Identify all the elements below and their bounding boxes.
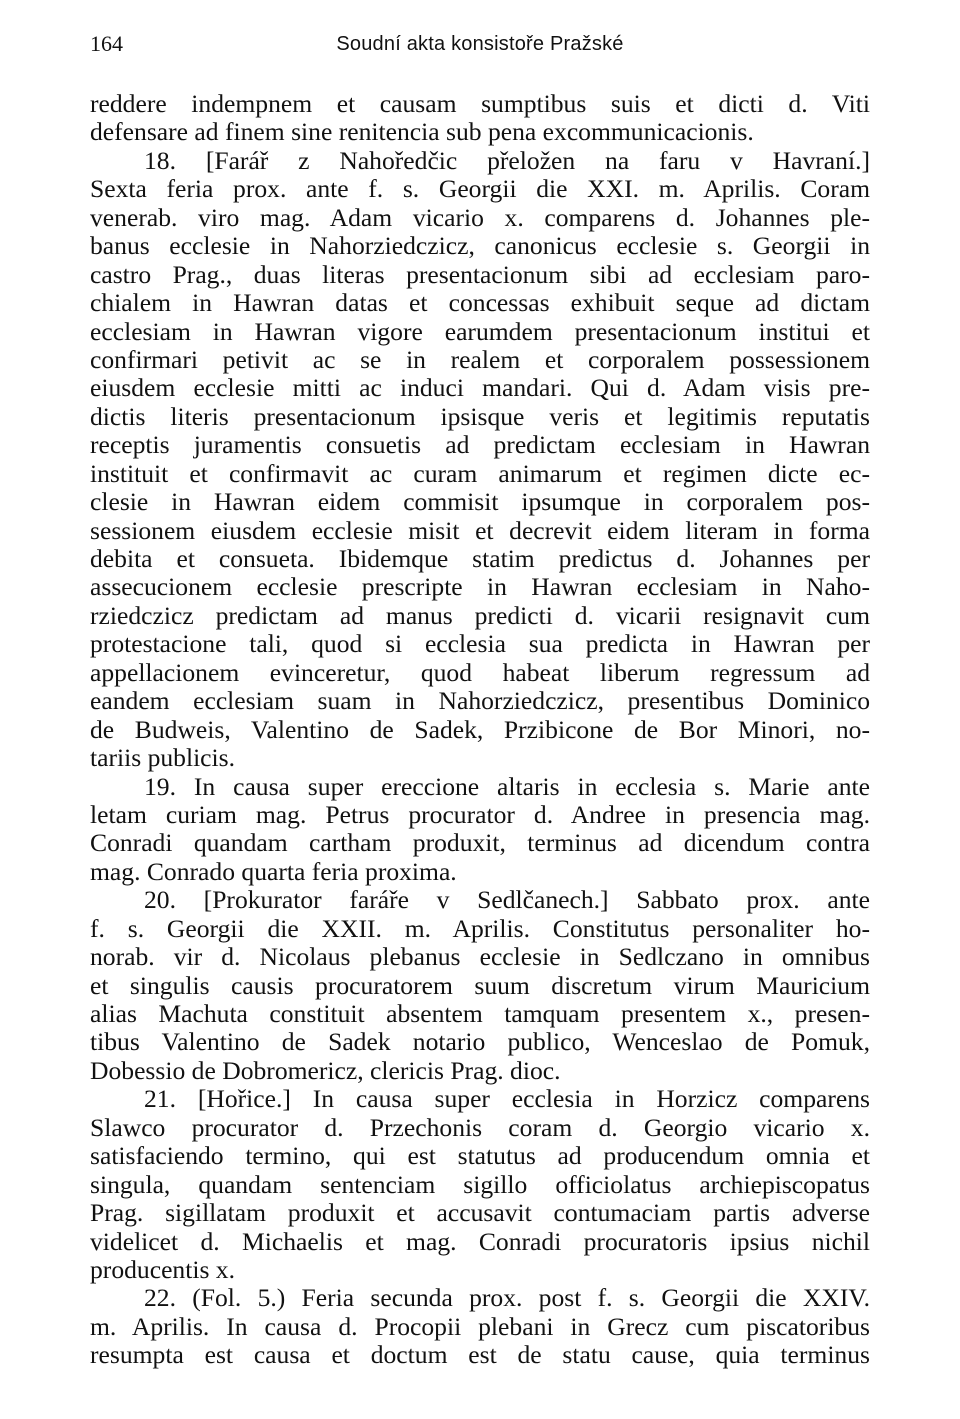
text-line: norab. vir d. Nicolaus plebanus ecclesie in Sedlczano in omnibus (90, 943, 870, 972)
text-line: videlicet d. Michaelis et mag. Conradi procuratoris ipsius nichil (90, 1227, 870, 1256)
text-line: Slawco procurator d. Przechonis coram d. Georgio vicario x. (90, 1113, 870, 1142)
text-line: eandem ecclesiam suam in Nahorziedczicz, presentibus Dominico (90, 687, 870, 716)
text-line: Prag. sigillatam produxit et accusavit contumaciam partis adverse (90, 1199, 870, 1228)
text-line: Sexta feria prox. ante f. s. Georgii die XXI. m. Aprilis. Coram (90, 175, 870, 204)
text-line: tibus Valentino de Sadek notario publico, Wenceslao de Pomuk, (90, 1028, 870, 1057)
running-title: Soudní akta konsistoře Pražské (336, 33, 624, 55)
text-line: debita et consueta. Ibidemque statim predictus d. Johannes per (90, 545, 870, 573)
text-line: 18. [Farář z Nahoředčic přeložen na faru v Havraní.] (144, 146, 870, 175)
text-line: 22. (Fol. 5.) Feria secunda prox. post f. s. Georgii die XXIV. (144, 1284, 870, 1313)
text-line: singula, quandam sentenciam sigillo officiolatus archiepiscopatus (90, 1170, 870, 1199)
body-text (90, 90, 870, 1370)
text-line: ecclesiam in Hawran vigore earumdem presentacionum institui et (90, 317, 870, 346)
text-line: mag. Conrado quarta feria proxima. (90, 857, 457, 886)
text-line: defensare ad finem sine renitencia sub pena excommunicacionis. (90, 118, 754, 147)
text-line: 19. In causa super ereccione altaris in ecclesia s. Marie ante (144, 772, 870, 801)
text-line: protestacione tali, quod si ecclesia sua predicta in Hawran per (90, 630, 870, 659)
text-line: receptis juramentis consuetis ad predictam ecclesiam in Hawran (90, 431, 870, 460)
text-line: producentis x. (90, 1255, 236, 1284)
text-line: de Budweis, Valentino de Sadek, Przibicone de Bor Minori, no- (90, 715, 870, 744)
running-head (90, 30, 870, 58)
text-line: Conradi quandam cartham produxit, terminus ad dicendum contra (90, 829, 870, 858)
text-line: tariis publicis. (90, 744, 236, 773)
text-line: rziedczicz predictam ad manus predicti d. vicarii resignavit cum (90, 601, 870, 630)
text-line: Dobessio de Dobromericz, clericis Prag. dioc. (90, 1056, 561, 1085)
text-line: alias Machuta constituit absentem tamquam presentem x., presen- (90, 1000, 870, 1028)
text-line: instituit et confirmavit ac curam animarum et regimen dicte ec- (90, 459, 870, 488)
text-line: m. Aprilis. In causa d. Procopii plebani in Grecz cum piscatoribus (90, 1312, 870, 1341)
text-line: confirmari petivit ac se in realem et corporalem possessionem (90, 345, 870, 374)
text-line: appellacionem evinceretur, quod habeat liberum regressum ad (90, 658, 870, 687)
text-line: sessionem eiusdem ecclesie misit et decrevit eidem literam in forma (90, 516, 870, 545)
text-line: satisfaciendo termino, qui est statutus ad producendum omnia et (90, 1142, 870, 1171)
page-number: 164 (90, 31, 123, 56)
text-line: resumpta est causa et doctum est de statu cause, quia terminus (90, 1341, 870, 1370)
text-line: assecucionem ecclesie prescripte in Hawran ecclesiam in Naho- (90, 573, 870, 602)
text-line: clesie in Hawran eidem commisit ipsumque in corporalem pos- (90, 488, 870, 517)
text-line: et singulis causis procuratorem suum discretum virum Mauricium (90, 971, 870, 1000)
text-line: dictis literis presentacionum ipsisque veris et legitimis reputatis (90, 402, 870, 431)
text-line: 21. [Hořice.] In causa super ecclesia in Horzicz comparens (144, 1085, 870, 1114)
text-line: chialem in Hawran datas et concessas exhibuit seque ad dictam (90, 289, 870, 318)
text-line: eiusdem ecclesie mitti ac induci mandari. Qui d. Adam visis pre- (90, 374, 870, 403)
text-line: castro Prag., duas literas presentacionum sibi ad ecclesiam paro- (90, 260, 870, 289)
text-line: banus ecclesie in Nahorziedczicz, canonicus ecclesie s. Georgii in (90, 232, 870, 261)
text-line: f. s. Georgii die XXII. m. Aprilis. Constitutus personaliter ho- (90, 914, 870, 943)
text-line: 20. [Prokurator faráře v Sedlčanech.] Sabbato prox. ante (144, 886, 870, 915)
text-line: reddere indempnem et causam sumptibus suis et dicti d. Viti (90, 90, 870, 118)
text-line: venerab. viro mag. Adam vicario x. comparens d. Johannes ple- (90, 203, 870, 232)
text-line: letam curiam mag. Petrus procurator d. Andree in presencia mag. (90, 800, 870, 829)
